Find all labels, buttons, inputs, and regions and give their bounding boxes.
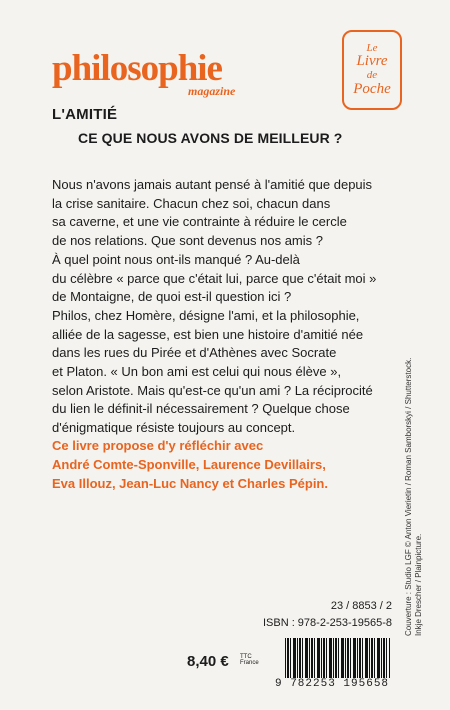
blurb-line: de Montaigne, de quoi est-il question ici ? [52, 289, 292, 305]
blurb-line: Nous n'avons jamais autant pensé à l'amitié que depuis [52, 177, 373, 192]
brand-name: philosophie [52, 48, 222, 89]
blurb-line: dans les rues du Pirée et d'Athènes avec Socrate [52, 345, 337, 361]
publisher-logo-word: de [366, 69, 378, 81]
blurb-line: sa caverne, et une vie contrainte à réduire le cercle [52, 214, 347, 230]
barcode [275, 638, 395, 692]
blurb-line: du lien le définit-il nécessairement ? Quelque chose [52, 401, 350, 417]
barcode-bars [285, 638, 390, 678]
publisher-logo [342, 30, 402, 110]
blurb [52, 176, 382, 438]
price: 8,40 € [187, 653, 229, 670]
callout-line: Eva Illouz, Jean-Luc Nancy et Charles Pépin. [52, 476, 328, 491]
publisher-logo-word: Le [366, 41, 378, 54]
contributors-callout [52, 436, 392, 493]
publisher-logo-word: Poche [353, 80, 391, 97]
isbn: ISBN : 978-2-253-19565-8 [262, 617, 392, 629]
blurb-line: la crise sanitaire. Chacun chez soi, chacun dans [52, 195, 331, 211]
callout-line: Ce livre propose d'y réfléchir avec [52, 438, 264, 453]
blurb-line: du célèbre « parce que c'était lui, parce que c'était moi » [52, 270, 377, 286]
price-tax-note: TTC [240, 654, 252, 660]
blurb-line: de nos relations. Que sont devenus nos amis ? [52, 233, 323, 249]
blurb-line: À quel point nous ont-ils manqué ? Au-delà [52, 251, 300, 267]
cover-credits [404, 356, 424, 636]
catalog-reference: 23 / 8853 / 2 [330, 600, 392, 612]
publisher-logo-word: Livre [356, 53, 388, 70]
blurb-line: Philos, chez Homère, désigne l'ami, et la philosophie, [52, 307, 360, 323]
book-subtitle: CE QUE NOUS AVONS DE MEILLEUR ? [78, 130, 343, 146]
callout-line: André Comte-Sponville, Laurence Devillairs, [52, 457, 326, 472]
book-title: L'AMITIÉ [52, 106, 118, 123]
price-note [240, 654, 259, 666]
price-country-note: France [240, 660, 259, 666]
credits-line: Couverture : Studio LGF © Anton Vierietin / Roman Samborskyi / Shutterstock. [404, 357, 413, 636]
blurb-line: selon Aristote. Mais qu'est-ce qu'un ami ? La réciprocité [52, 382, 373, 398]
blurb-line: d'énigmatique résiste toujours au concept. [52, 420, 296, 436]
brand-subtitle: magazine [188, 84, 236, 98]
blurb-line: alliée de la sagesse, est bien une histoire d'amitié née [52, 326, 364, 342]
barcode-digits: 9 782253 195658 [275, 678, 390, 690]
credits-line: Inkje Drescher / Plainpicture. [414, 533, 423, 636]
blurb-line: et Platon. « Un bon ami est celui qui nous élève », [52, 364, 342, 380]
